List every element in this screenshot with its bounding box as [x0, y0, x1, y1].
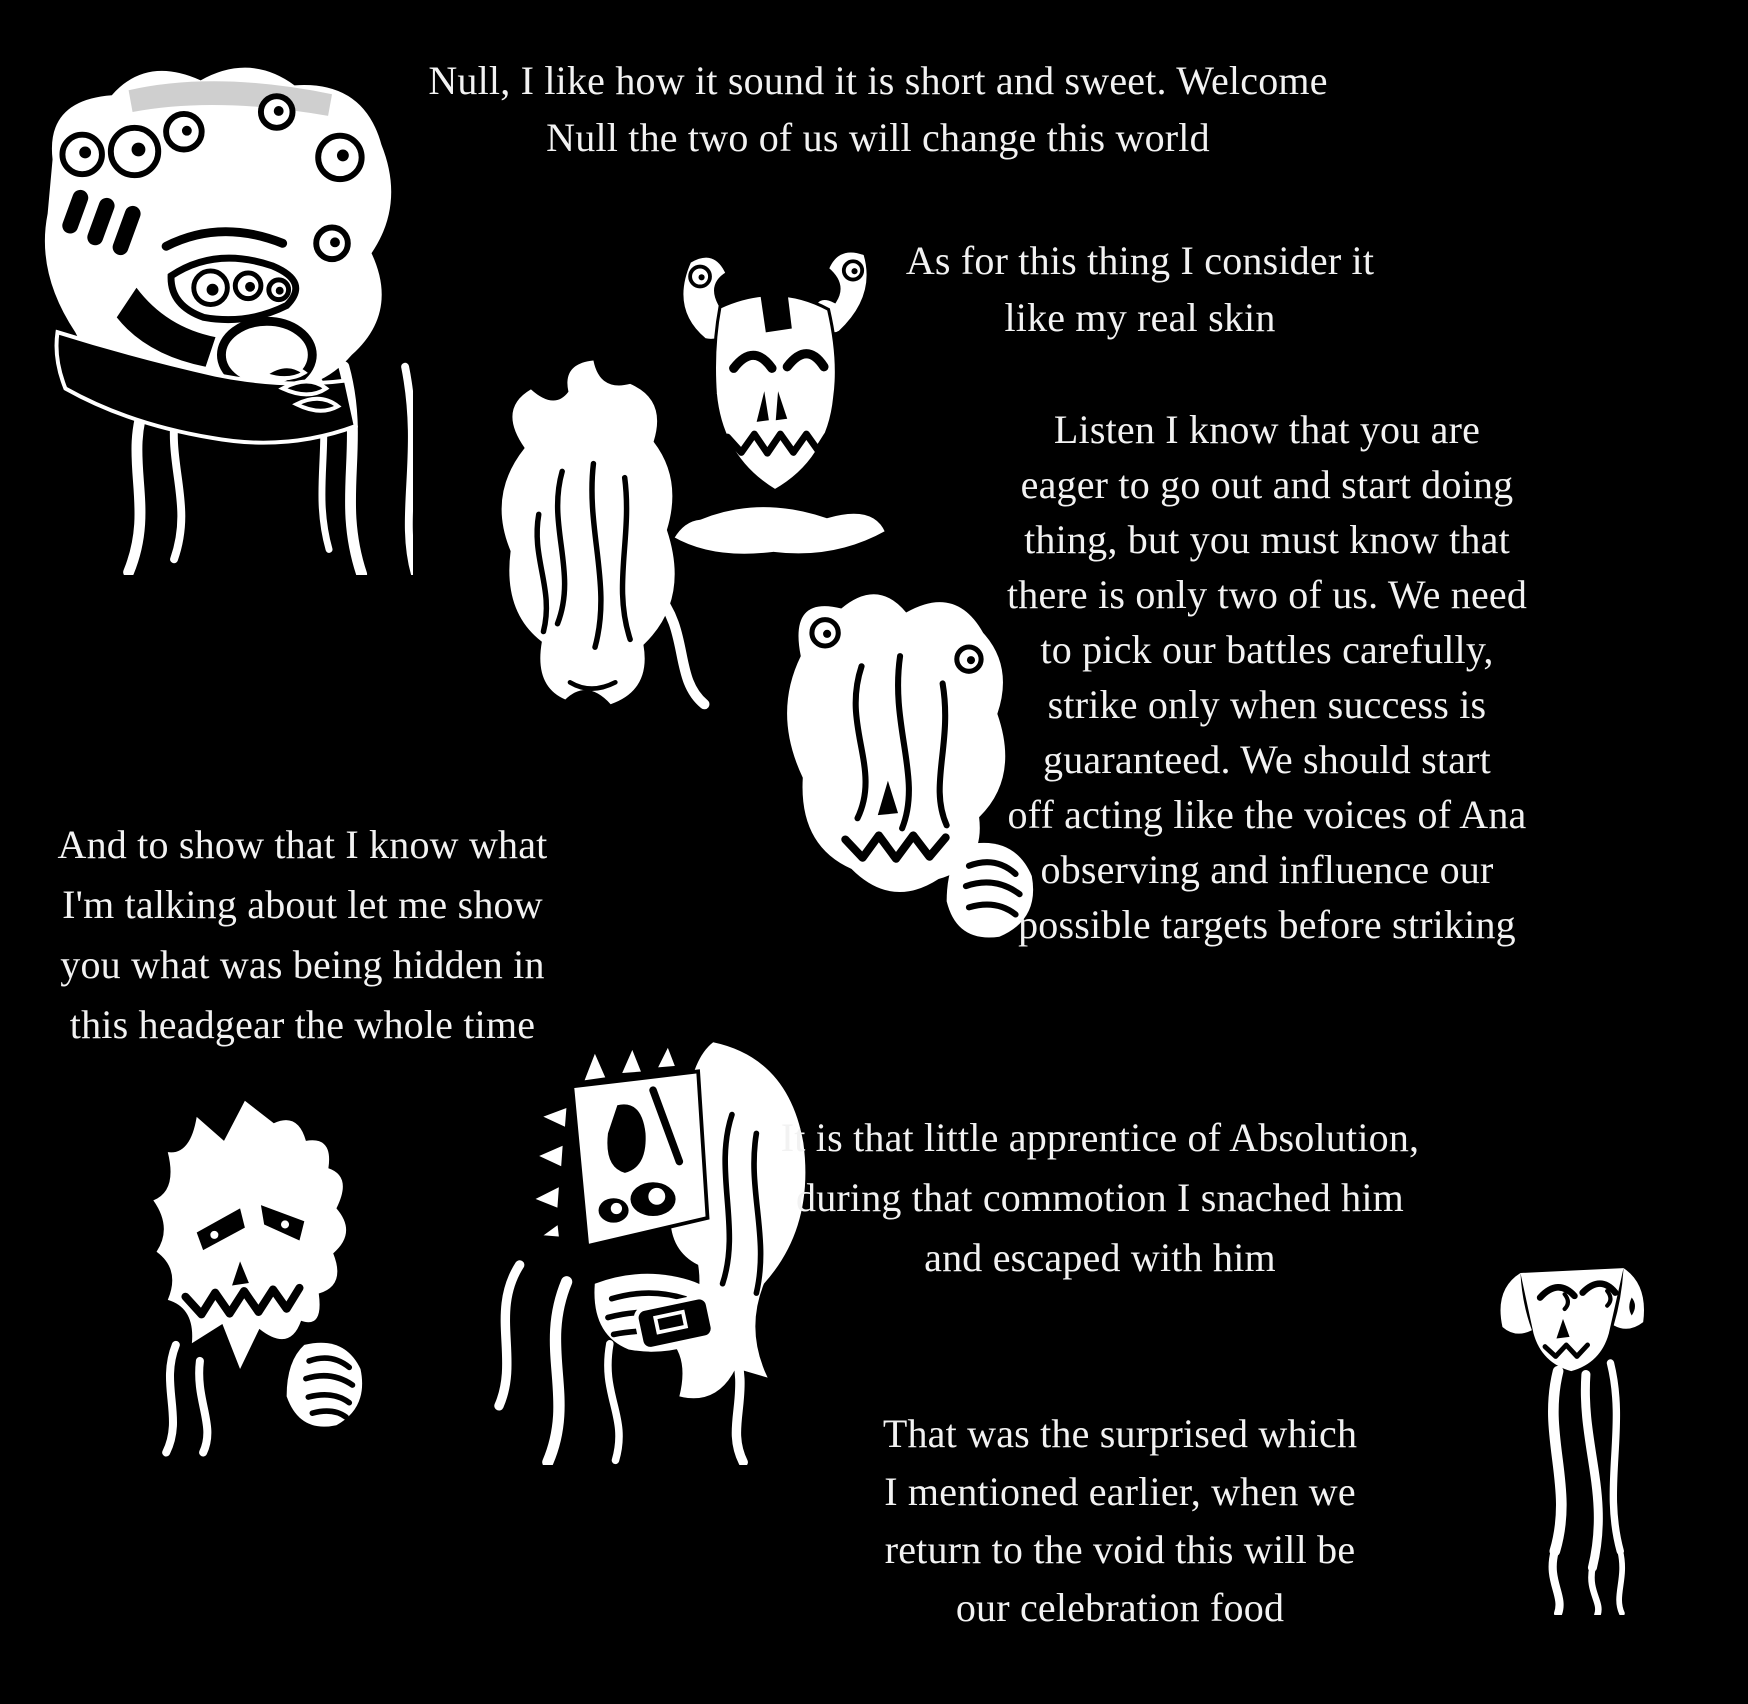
dialogue-line: observing and influence our — [1040, 847, 1494, 892]
dialogue-line: Listen I know that you are — [1053, 407, 1481, 452]
dialogue-line: there is only two of us. We need — [1006, 572, 1528, 617]
dialogue-line: this headgear the whole time — [69, 1002, 536, 1047]
dialogue-line: It is that little apprentice of Absolution, — [780, 1115, 1420, 1160]
small-demon-tendrils — [1553, 1363, 1623, 1615]
speech-apprentice — [770, 1108, 1430, 1288]
dialogue-line: I mentioned earlier, when we — [884, 1469, 1356, 1514]
dialogue-line: I'm talking about let me show — [62, 882, 543, 927]
speech-headgear — [30, 815, 575, 1055]
speech-real-skin — [890, 232, 1390, 346]
dialogue-line: Null, I like how it sound it is short and sweet. Welcome — [428, 58, 1328, 103]
spiked-mask — [531, 1043, 708, 1246]
figure-grinning-demon-mask — [118, 1072, 383, 1462]
dialogue-line: like my real skin — [1004, 295, 1276, 340]
figure-small-demon-tendrils — [1478, 1255, 1666, 1615]
dialogue-line: As for this thing I consider it — [905, 238, 1375, 283]
speech-strategy — [987, 402, 1547, 952]
skull-collar — [673, 506, 887, 556]
speech-null-welcome — [398, 52, 1358, 166]
dialogue-line: you what was being hidden in — [60, 942, 545, 987]
dialogue-line: return to the void this will be — [884, 1527, 1356, 1572]
mask-hand — [287, 1343, 362, 1427]
dialogue-line: during that commotion I snached him — [796, 1175, 1404, 1220]
dialogue-line: to pick our battles carefully, — [1040, 627, 1494, 672]
dialogue-line: possible targets before striking — [1018, 902, 1516, 947]
dialogue-line: strike only when success is — [1047, 682, 1487, 727]
dialogue-line: Null the two of us will change this world — [546, 115, 1210, 160]
figure-many-eyed-entity — [18, 40, 413, 575]
mask-strands — [166, 1345, 207, 1453]
speech-celebration — [845, 1405, 1395, 1637]
dialogue-line: And to show that I know what — [57, 822, 548, 867]
dialogue-line: eager to go out and start doing — [1020, 462, 1514, 507]
small-demon-head — [1501, 1268, 1644, 1371]
entity-main-eyes — [171, 258, 296, 320]
dialogue-line: guaranteed. We should start — [1043, 737, 1491, 782]
dialogue-line: thing, but you must know that — [1024, 517, 1510, 562]
mask-silhouette — [153, 1101, 346, 1369]
dialogue-line: off acting like the voices of Ana — [1007, 792, 1527, 837]
figure-horned-skull — [645, 185, 905, 625]
dialogue-line: and escaped with him — [924, 1235, 1276, 1280]
dialogue-line: our celebration food — [955, 1585, 1285, 1630]
dialogue-line: That was the surprised which — [882, 1411, 1358, 1456]
